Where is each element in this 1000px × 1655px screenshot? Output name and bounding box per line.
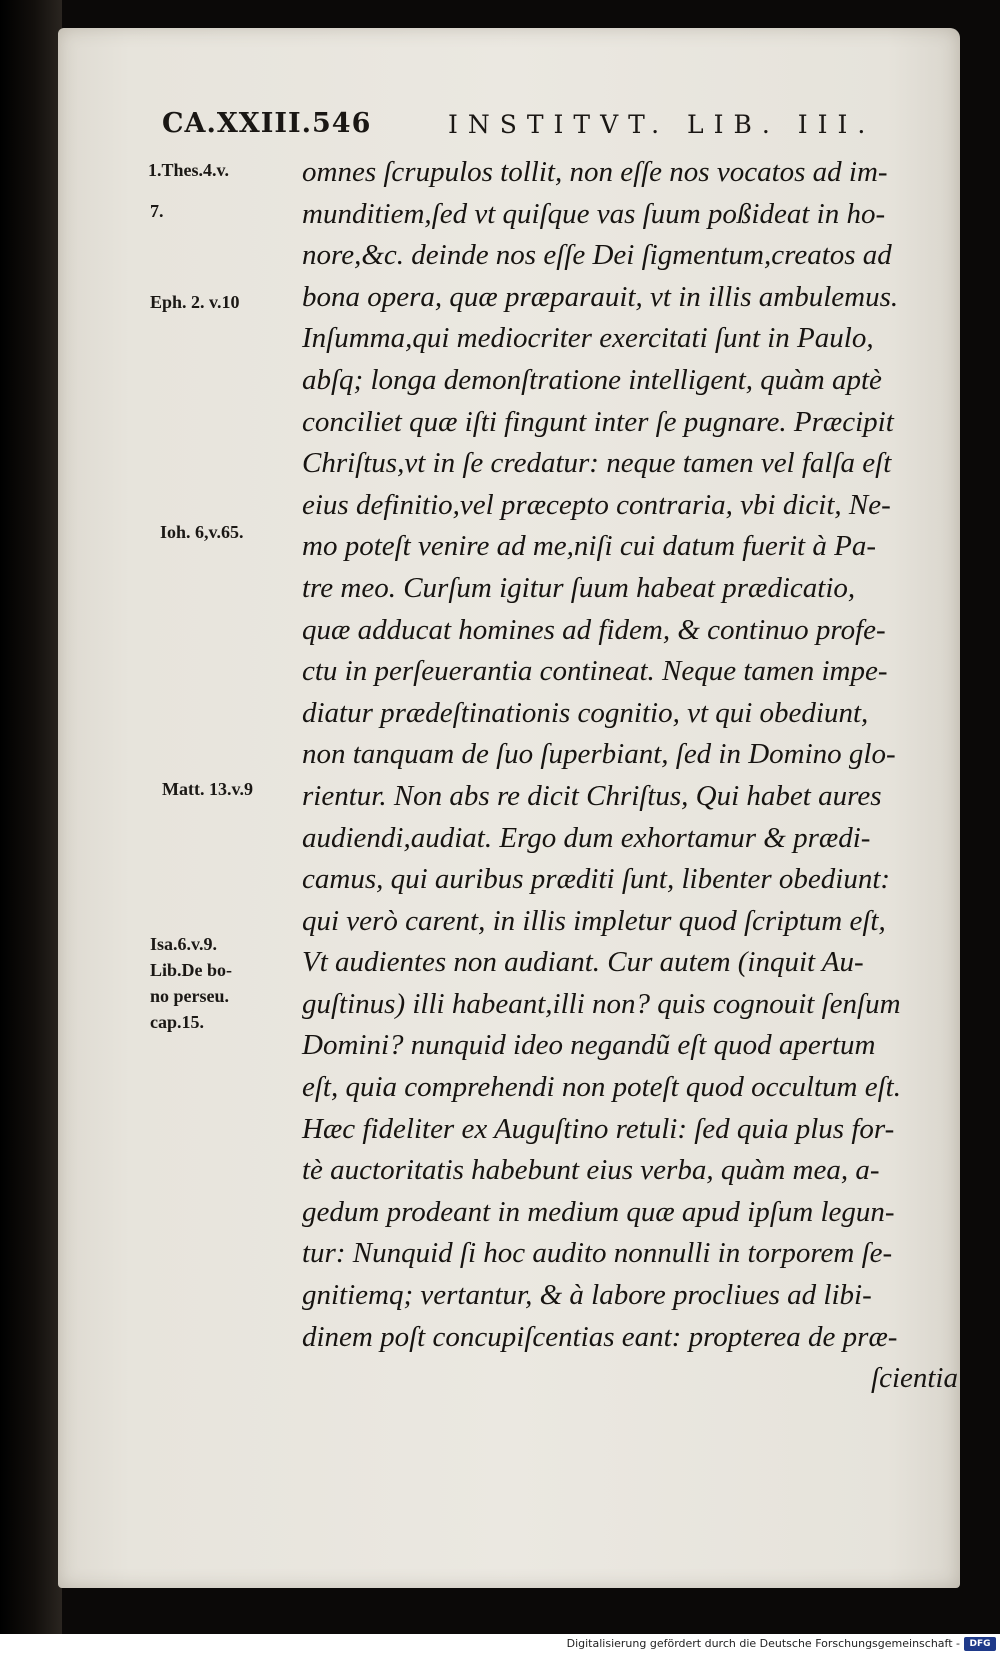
dfg-logo: DFG [964,1637,996,1651]
margin-note: Ioh. 6,v.65. [160,522,244,542]
text-line: tur: Nunquid ſi hoc audito nonnulli in torporem ſe- [302,1237,893,1270]
text-line: abſq; longa demonſtratione intelligent, quàm aptè [302,363,882,396]
book-spine-shadow [0,0,62,1655]
margin-note: Eph. 2. v.10 [150,292,240,312]
text-line: camus, qui auribus præditi ſunt, libenter obediunt: [302,863,891,896]
margin-note: Isa.6.v.9. [150,934,218,954]
text-line: Domini? nunquid ideo negandũ eſt quod apertum [302,1029,876,1062]
margin-note: Lib.De bo- [150,960,233,980]
text-line: audiendi,audiat. Ergo dum exhortamur & prædi- [302,821,871,854]
text-line: bona opera, quæ præparauit, vt in illis ambulemus. [302,280,899,313]
body-text [302,152,958,1400]
text-line: Inſumma,qui mediocriter exercitati ſunt in Paulo, [302,322,874,355]
text-line: dinem poſt concupiſcentias eant: propterea de præ- [302,1320,898,1353]
margin-note: 7. [150,201,164,221]
text-line: Chriſtus,vt in ſe credatur: neque tamen vel falſa eſt [302,447,892,480]
text-line: munditiem,ſed vt quiſque vas ſuum poßideat in ho- [302,197,886,230]
text-line: quæ adducat homines ad fidem, & continuo profe- [302,613,886,646]
text-line: mo poteſt venire ad me,niſi cui datum fuerit à Pa- [302,530,876,563]
margin-note: Matt. 13.v.9 [162,779,253,799]
text-line: rientur. Non abs re dicit Chriſtus, Qui habet aures [302,779,882,812]
text-line: ctu in perſeuerantia contineat. Neque tamen impe- [302,655,888,688]
text-line: eius definitio,vel præcepto contraria, vbi dicit, Ne- [302,488,891,521]
text-line: gedum prodeant in medium quæ apud ipſum legun- [302,1195,895,1228]
text-line: tre meo. Curſum igitur ſuum habeat prædicatio, [302,571,856,604]
text-line: diatur prædeſtinationis cognitio, vt qui obediunt, [302,696,869,729]
margin-note: 1.Thes.4.v. [148,160,230,180]
catchword: ſcientia [871,1362,958,1395]
funding-credit: Digitalisierung gefördert durch die Deutsche Forschungsgemeinschaft - [566,1637,960,1650]
text-line: tè auctoritatis habebunt eius verba, quàm mea, a- [302,1154,880,1187]
text-line: guſtinus) illi habeant,illi non? quis cognouit ſenſum [302,987,901,1020]
text-line: nore,&c. deinde nos eſſe Dei ſigmentum,creatos ad [302,239,892,272]
chapter-page-number: CA.XXIII.546 [162,108,372,139]
text-line: non tanquam de ſuo ſuperbiant, ſed in Domino glo- [302,738,896,771]
text-line: omnes ſcrupulos tollit, non eſſe nos vocatos ad im- [302,156,888,188]
margin-note: no perseu. [150,986,230,1006]
text-line: Hæc fideliter ex Auguſtino retuli: ſed quia plus for- [302,1112,895,1145]
digitization-footer [0,1634,1000,1655]
text-line: conciliet quæ iſti fingunt inter ſe pugnare. Præcipit [302,405,894,438]
text-line: qui verò carent, in illis impletur quod ſcriptum eſt, [302,904,886,937]
running-header [0,108,1000,148]
margin-note: cap.15. [150,1012,204,1032]
running-title: INSTITVT. LIB. III. [448,110,876,139]
text-line: eſt, quia comprehendi non poteſt quod occultum eſt. [302,1071,901,1104]
text-line: gnitiemq; vertantur, & à labore procliues ad libi- [302,1279,872,1312]
text-line: Vt audientes non audiant. Cur autem (inquit Au- [302,946,864,979]
